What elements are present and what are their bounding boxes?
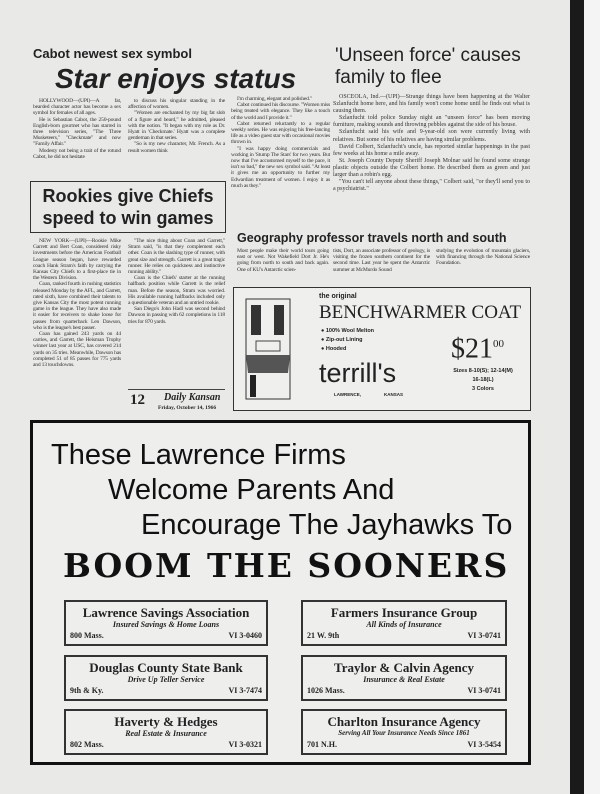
geo-col3: studying the evolution of mountain glaciers, with financing through the National Science Foundation. — [436, 248, 530, 267]
cabot-col1: HOLLYWOOD—(UPI)—A fat, bearded character actor has become a sex symbol for females of all ages. He is Sebastian Cabot, the 250-pound English-born gourmet who has starred in three television series, "The Three Musketeers," "Checkmate" and now "Family Affair." Modesty not being a trait of the rotund Cabot, he did not hesitate — [33, 98, 121, 160]
sizes: Sizes 8-10(S); 12-14(M) 16-18(L) 3 Colors — [453, 368, 513, 392]
product-name: BENCHWARMER COAT — [319, 302, 522, 323]
promo-line-1: These Lawrence Firms — [51, 439, 346, 471]
cabot-col2: to discuss his singular standing in the affection of women. "Women are enchanted by my big fat slob of a figure and beard," he admitted, pleased with the notion. "It began with my role as Dr. Hyatt in 'Checkmate.' Hyatt was a complete gentleman in that series. "So is my new character, Mr. French. As a result women think — [128, 98, 225, 154]
rookies-headline: Rookies give Chiefs — [42, 186, 214, 206]
folio — [128, 389, 225, 411]
promo-line-3: Encourage The Jayhawks To — [141, 509, 513, 541]
cabot-headline: Star enjoys status — [55, 63, 297, 94]
geo-col1: Most people make their world tours going east or west. Not Wakefield Dort Jr. He's going from north to south and back again. One of KU's Antarctic scien- — [237, 248, 329, 273]
logo-city: LAWRENCE, — [334, 392, 361, 397]
rookies-col1: NEW YORK—(UPI)—Rookie Mike Garrett and Bert Coan, considered risky investments before the American Football League season began, have rewarded coach Hank Stram's faith by carrying the Kansas City Chiefs to a first-place tie in the Western Division. Coan, ranked fourth in rushing statistics released Monday by the AFL, and Garrett, rated sixth, have combined their talents to give Kansas City the most potent running game in the league. They have also made it easier for receivers to shake loose for passes from quarterback Len Dawson, who is the league's best passer. Coan has gained 243 yards on 44 carries, and Garrett, the Heisman Trophy winner last year at USC, has covered 214 yards on 35 tries. Meanwhile, Dawson has completed 51 of 85 passes for 775 yards and 13 touchdowns. — [33, 238, 121, 369]
paper-name: Daily Kansan — [164, 392, 221, 403]
storefront-illustration — [244, 295, 292, 403]
rookies-col2: "The nice thing about Coan and Garrett," Stram said, "is that they complement each other. Coan is the slashing type of runner, with great size and strength. Garrett is a great tragic runner. He relies on quickness and instinctive running ability." Coan is the Chiefs' starter at the running halfback position while Garrett is the relief man. Before the season, Stram was worried. His available running halfbacks included only a questionable veteran and an untried rookie. San Diego's John Hadl was second behind Dawson in passing with 62 completions in 118 tries for 870 yards. — [128, 238, 225, 325]
unseen-body: OSCEOLA, Ind.—(UPI)—Strange things have been happening at the Walter Szlanfucht home here, and his family won't come home until he finds out what is causing them. Szlanfucht told police Sunday night an "unseen force" has been moving furniture, making sounds and throwing pebbles against the side of his house. Szlanfucht said his wife and 9-year-old son were currently living with relatives. But some of his relatives are having similar problems. David Colbert, Szlanfucht's uncle, has reported similar happenings in the past few weeks at his home a mile away. St. Joseph County Deputy Sheriff Joseph Molnar said he found some strange plastic objects outside the Colbert home. He described them as green and just larger than a robin's egg. "You can't tell anyone about these things," Colbert said, "or they'll send you to a psychiatrist." — [333, 94, 530, 193]
promo-line-2: Welcome Parents And — [108, 474, 395, 506]
firm-card: Traylor & Calvin Agency Insurance & Real Estate 1026 Mass. VI 3-0741 — [301, 655, 507, 701]
page-gutter — [570, 0, 584, 794]
firm-card: Lawrence Savings Association Insured Savings & Home Loans 800 Mass. VI 3-0460 — [64, 600, 268, 646]
page-number: 12 — [130, 392, 145, 408]
logo-state: KANSAS — [384, 392, 404, 397]
lawrence-firms-ad — [30, 420, 531, 765]
next-page-edge — [584, 0, 600, 794]
feature-list: ● 100% Wool Melton ● Zip-out Lining ● Hooded — [321, 328, 375, 352]
firm-card: Farmers Insurance Group All Kinds of Insurance 21 W. 9th VI 3-0741 — [301, 600, 507, 646]
unseen-headline: 'Unseen force' causes family to flee — [335, 45, 521, 88]
firm-card: Haverty & Hedges Real Estate & Insurance 802 Mass. VI 3-0321 — [64, 709, 268, 755]
firm-card: Douglas County State Bank Drive Up Teller Service 9th & Ky. VI 3-7474 — [64, 655, 268, 701]
geo-col2: tists, Dort, an associate professor of geology, is visiting the frozen southern continent for the second time. Last year he spent the Antarctic summer at McMurdo Sound — [333, 248, 430, 273]
firm-card: Charlton Insurance Agency Serving All Your Insurance Needs Since 1861 701 N.H. VI 3-5454 — [301, 709, 507, 755]
cabot-kicker: Cabot newest sex symbol — [33, 46, 192, 61]
terrills-logo: terrill's — [319, 358, 397, 388]
rookies-headline-2: speed to win games — [42, 208, 214, 228]
terrills-ad — [233, 287, 531, 411]
ad-kicker: the original — [319, 293, 357, 300]
geo-headline: Geography professor travels north and south — [237, 231, 507, 245]
price: $\$21^{00}$ — [451, 333, 504, 365]
promo-headline: BOOM THE SOONERS — [63, 546, 510, 585]
rookies-headline-box — [30, 181, 226, 233]
issue-date: Friday, October 14, 1966 — [158, 405, 217, 411]
cabot-col3: I'm charming, elegant and polished." Cabot continued his discourse. "Women miss being treated with elegance. They like a touch of the world and I provide it." Cabot returned reluctantly to a regular weekly series. He was enjoying his free-lancing life as a video guest star with occasional movies thrown in. "I was happy doing commercials and working in 'Stump The Stars' for two years. But now that I've accustomed myself to the pace, it isn't so bad," the new sex symbol said. "At least it gives me an opportunity to further my Edwardian treatment of women. I enjoy it as much as they." — [231, 96, 330, 189]
